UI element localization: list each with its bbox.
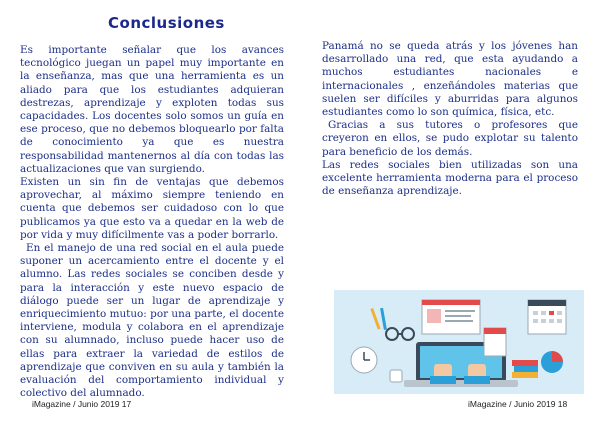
left-text-column <box>20 44 284 400</box>
footer-right: iMagazine / Junio 2019 18 <box>468 399 568 409</box>
paragraph-4: Panamá no se queda atrás y los jóvenes han desarrollado una red, que esta ayudando a muchos estudiantes nacionales e internacionales , enzeñándoles materias que suelen ser difíciles y aburridas para algunos estudiantes como lo son química, física, etc. <box>322 40 578 119</box>
coffee-cup-icon <box>390 370 402 382</box>
clock-icon <box>351 347 377 373</box>
page-title: Conclusiones <box>108 14 225 32</box>
education-illustration <box>334 290 584 394</box>
paragraph-3: En el manejo de una red social en el aula puede suponer un acercamiento entre el docente y el alumno. Las redes sociales se conciben desde y para la interacción y este nuevo espacio de diálogo puede ser un lugar de aprendizaje y enriquecimiento mutuo: por una parte, el docente interviene, modula y colabora en el aprendizaje con su alumnado, incluso puede hacer uso de ellas para extraer la variedad de estilos de aprendizaje que conviven en su aula y también la evaluación del comportamiento individual y colectivo del alumnado. <box>20 242 284 400</box>
calendar-icon <box>528 300 566 334</box>
notebook-icon <box>484 328 506 356</box>
paragraph-5: Gracias a sus tutores o profesores que creyeron en ellos, se pudo explotar su talento para beneficio de los demás. <box>322 119 578 158</box>
footer-left: iMagazine / Junio 2019 17 <box>32 399 132 409</box>
pie-chart-icon <box>541 351 563 373</box>
paragraph-1: Es importante señalar que los avances tecnológico juegan un papel muy importante en la enseñanza, mas que una herramienta es un aliado para que los estudiantes adquieran destrezas, aprendizaje y exploten todas sus capacidades. Los docentes solo somos un guía en ese proceso, que no debemos bloquearlo por falta de conocimiento ya que es nuestra responsabilidad mantenernos al día con todas las actualizaciones que van surgiendo. <box>20 44 284 175</box>
books-icon <box>512 360 538 378</box>
browser-window-icon <box>422 300 480 334</box>
right-text-column <box>322 40 578 198</box>
paragraph-6: Las redes sociales bien utilizadas son una excelente herramienta moderna para el proceso de enseñanza aprendizaje. <box>322 158 578 198</box>
paragraph-2: Existen un sin fin de ventajas que debemos aprovechar, al máximo siempre teniendo en cuenta que debemos ser cuidadoso con lo que publicamos ya que esto va a quedar en la web de por vida y muy difícilmente vas a poder borrarlo. <box>20 176 284 241</box>
